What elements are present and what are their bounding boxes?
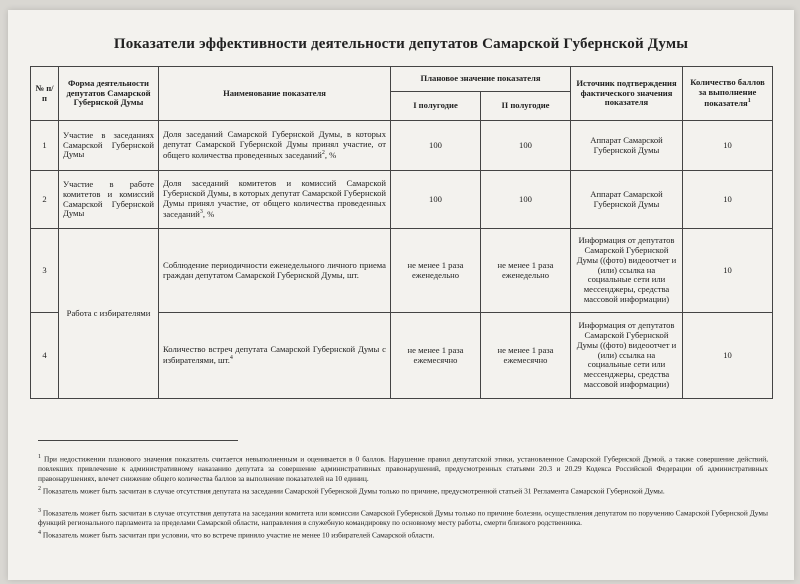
footnote-mark: 4 (38, 530, 41, 537)
footnote (38, 453, 768, 484)
header-points-label: Количество баллов за выполнение показателя (690, 77, 765, 108)
footnote-ref: 4 (229, 355, 233, 362)
header-source: Источник подтверждения фактического значения показателя (571, 67, 683, 121)
indicator-text: Доля заседаний комитетов и комиссий Самарской Губернской Думы, в которых депутат Самарской Губернской Думы принял участие, от общего количества проведенных заседаний (163, 178, 386, 219)
indicator-unit: , % (324, 149, 337, 160)
row-num: 3 (31, 229, 59, 313)
header-row (31, 67, 773, 92)
row-indicator: Соблюдение периодичности еженедельного личного приема граждан депутатом Самарской Губернской Думы, шт. (159, 229, 391, 313)
row-half2: 100 (481, 121, 571, 171)
footnote-ref: 2 (321, 150, 325, 156)
header-points (683, 67, 773, 121)
indicator-unit: , % (202, 208, 215, 219)
footnote-divider (38, 440, 238, 441)
footnote (38, 485, 768, 496)
footnotes (38, 440, 768, 542)
table-row (31, 121, 773, 171)
row-half2: не менее 1 раза ежемесячно (481, 313, 571, 399)
row-form: Участие в работе комитетов и комиссий Самарской Губернской Думы (59, 171, 159, 229)
footnote-text: При недостижении планового значения показатель считается невыполненным и оценивается в 0 баллов. Нарушение правил депутатской этики, установленное Самарской Губернской Думой, а также совершение действий, повлекших привлечение к административному наказанию депутата за совершение административных правонарушений, предусмотренных статьями 20.3 и 20.29 Кодекса Российской Федерации об административных правонарушениях, влечет снижение общего количества баллов за выполнение показателей на 10 единиц. (38, 454, 768, 484)
footnote (38, 529, 768, 540)
row-source: Информация от депутатов Самарской Губернской Думы ((фото) видеоотчет и (или) ссылка на социальные сети или мессенджеры, средства массовой информации) (571, 229, 683, 313)
footnote-mark: 2 (38, 486, 41, 493)
header-num: № п/п (31, 67, 59, 121)
indicator-text: Доля заседаний Самарской Губернской Думы, в которых депутат Самарской Губернской Думы принял участие, от общего количества проведенных заседаний (163, 129, 386, 160)
footnote-ref: 1 (747, 98, 751, 104)
header-indicator: Наименование показателя (159, 67, 391, 121)
row-form: Участие в заседаниях Самарской Губернской Думы (59, 121, 159, 171)
row-indicator (159, 171, 391, 229)
row-num: 4 (31, 313, 59, 399)
row-points: 10 (683, 229, 773, 313)
row-half1: 100 (391, 171, 481, 229)
row-source: Аппарат Самарской Губернской Думы (571, 171, 683, 229)
row-half1: 100 (391, 121, 481, 171)
header-half2: II полугодие (481, 92, 571, 121)
table-row (31, 229, 773, 313)
footnote-mark: 1 (38, 454, 41, 460)
row-points: 10 (683, 313, 773, 399)
row-form: Работа с избирателями (59, 229, 159, 399)
row-half2: 100 (481, 171, 571, 229)
indicator-text: Количество встреч депутата Самарской Губернской Думы с избирателями, шт. (163, 344, 386, 365)
footnote-text: Показатель может быть засчитан в случае отсутствия депутата на заседании комитета или комиссии Самарской Губернской Думы только по причине болезни, осуществления депутатом по поручению Самарской Губернской Думы функций регионального парламента за пределами Самарской области, направления в служебную командировку по основному месту работы, смерти близкого родственника. (38, 508, 768, 528)
footnote-mark: 3 (38, 507, 41, 514)
row-indicator (159, 121, 391, 171)
row-points: 10 (683, 171, 773, 229)
row-num: 1 (31, 121, 59, 171)
row-half1: не менее 1 раза ежемесячно (391, 313, 481, 399)
row-points: 10 (683, 121, 773, 171)
header-half1: I полугодие (391, 92, 481, 121)
table-row (31, 171, 773, 229)
row-half1: не менее 1 раза еженедельно (391, 229, 481, 313)
row-source: Информация от депутатов Самарской Губернской Думы ((фото) видеоотчет и (или) ссылка на социальные сети или мессенджеры, средства массовой информации) (571, 313, 683, 399)
row-half2: не менее 1 раза еженедельно (481, 229, 571, 313)
footnote-text: Показатель может быть засчитан в случае отсутствия депутата на заседании Самарской Губернской Думы только по причине, предусмотренной статьей 31 Регламента Самарской Губернской Думы. (42, 486, 665, 496)
footnote-text: Показатель может быть засчитан при условии, что во встрече приняло участие не менее 10 избирателей Самарской области. (42, 530, 435, 540)
page-title: Показатели эффективности деятельности депутатов Самарской Губернской Думы (113, 36, 689, 52)
footnote (38, 507, 768, 528)
header-form: Форма деятельности депутатов Самарской Губернской Думы (59, 67, 159, 121)
footnote-ref: 3 (199, 208, 203, 215)
indicators-table (30, 66, 773, 399)
row-indicator (159, 313, 391, 399)
document-page (8, 10, 794, 580)
row-source: Аппарат Самарской Губернской Думы (571, 121, 683, 171)
row-num: 2 (31, 171, 59, 229)
header-plan: Плановое значение показателя (391, 67, 571, 92)
